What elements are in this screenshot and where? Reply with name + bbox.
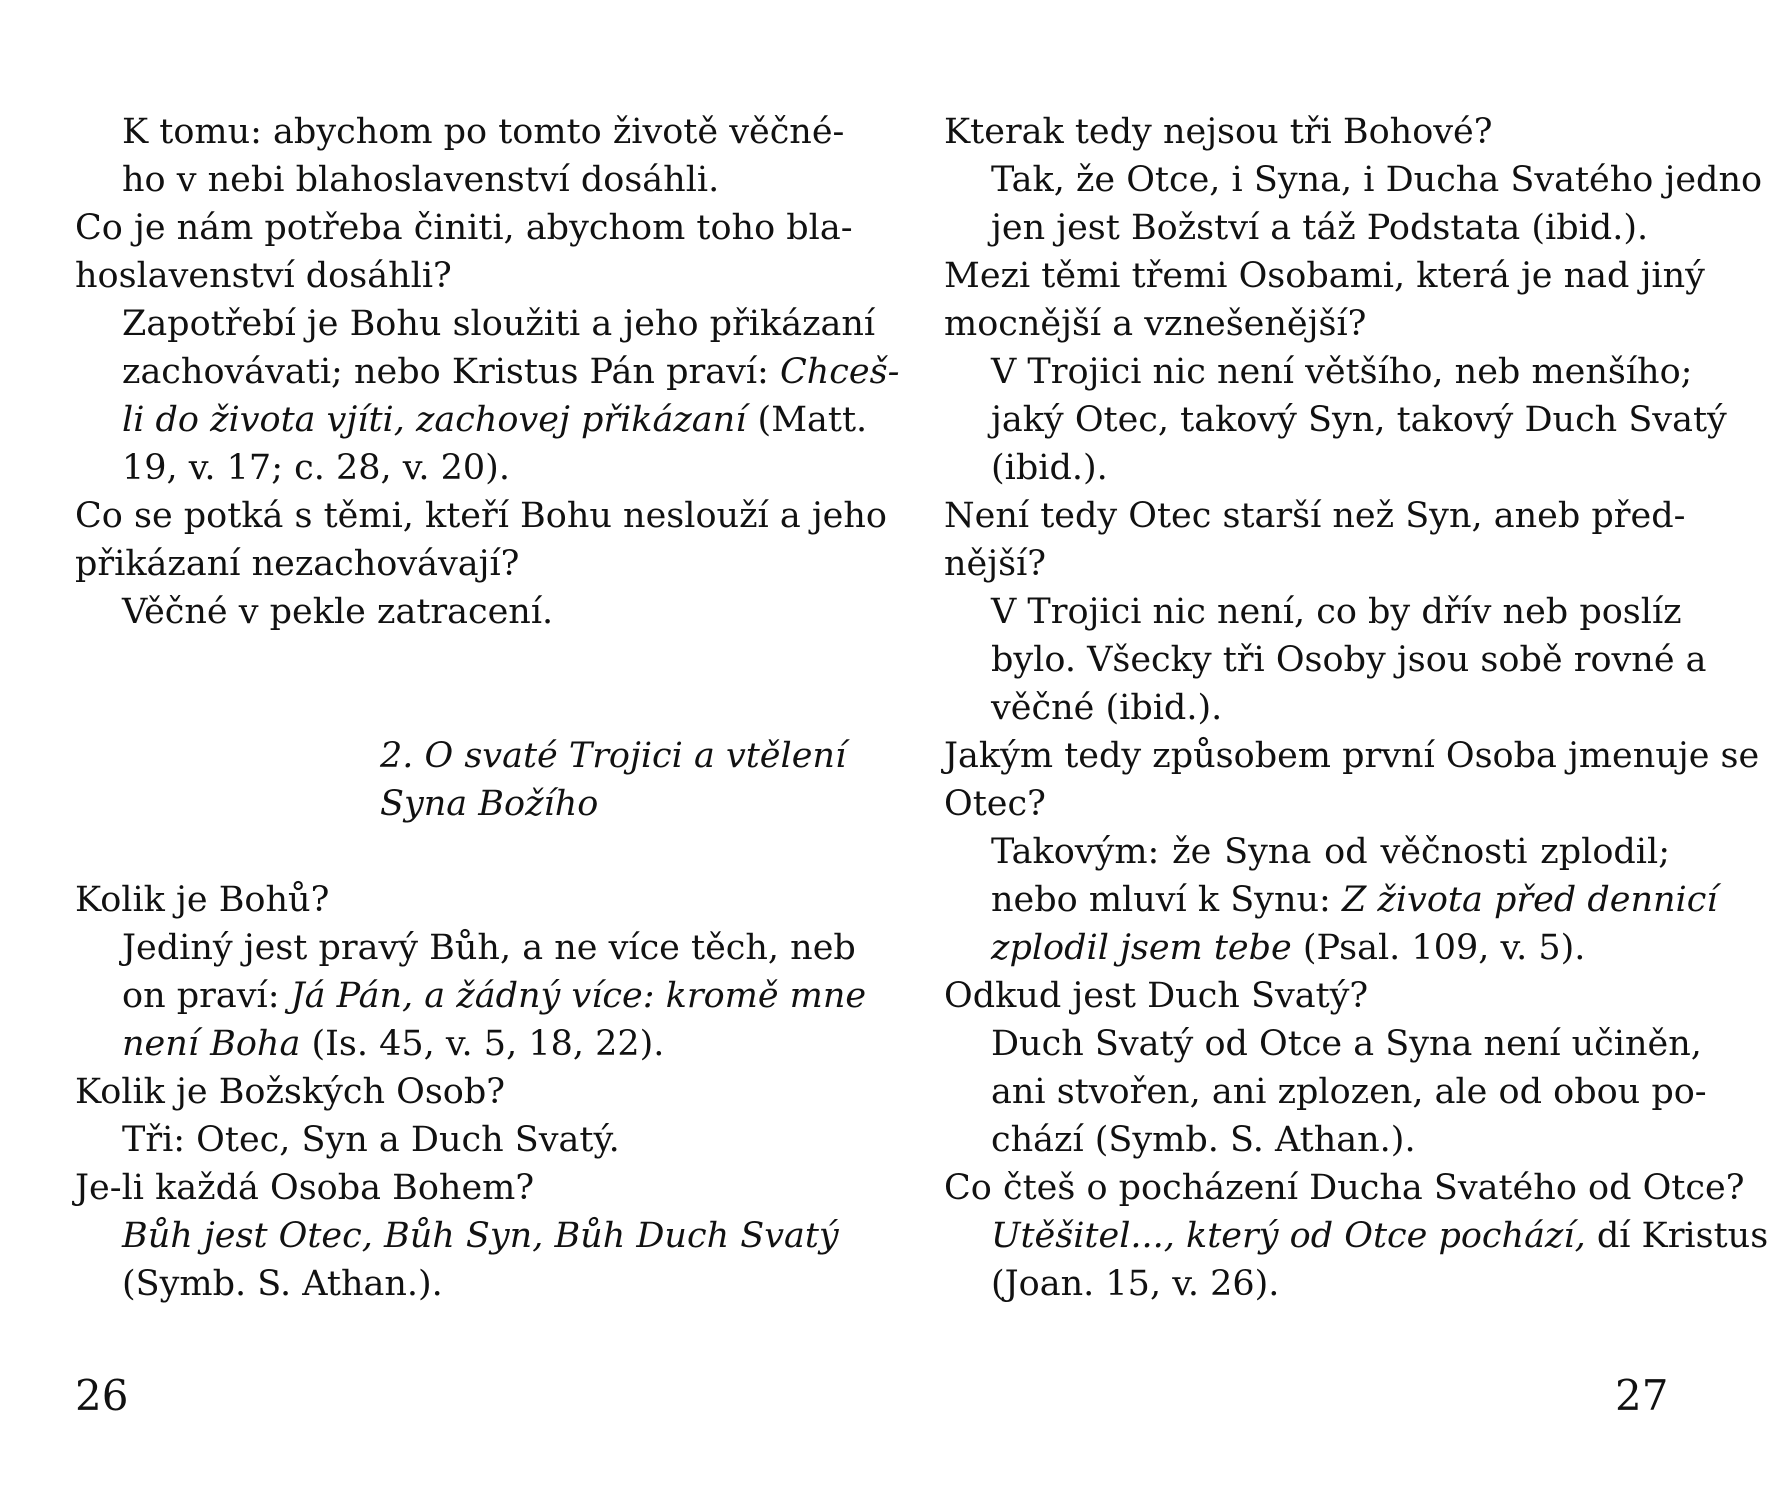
answer-line [75, 156, 801, 204]
text-run: Takovým: že Syna od věčnosti zplodil; [991, 832, 1670, 872]
italic-quote: Bůh jest Otec, Bůh Syn, Bůh Duch Svatý [122, 1216, 839, 1256]
text-run: věčné (ibid.). [991, 688, 1223, 728]
text-run: Odkud jest Duch Svatý? [944, 976, 1369, 1016]
italic-quote: není Boha [122, 1024, 312, 1064]
text-run: (Psal. 109, v. 5). [1302, 928, 1586, 968]
blank-line [75, 828, 801, 876]
text-run: Co je nám potřeba činiti, abychom toho bla- [75, 208, 853, 248]
question-line [75, 876, 801, 924]
answer-line [944, 1020, 1702, 1068]
text-run: bylo. Všecky tři Osoby jsou sobě rovné a [991, 640, 1707, 680]
answer-line [944, 1068, 1707, 1116]
text-run: jaký Otec, takový Syn, takový Duch Svatý [991, 400, 1727, 440]
left-page [75, 108, 900, 1308]
right-page [944, 108, 1768, 1308]
answer-line [75, 300, 876, 348]
blank-line [75, 684, 801, 732]
text-run: Otec? [944, 784, 1046, 824]
answer-line [944, 156, 1763, 204]
answer-line [944, 1116, 1670, 1164]
answer-line [944, 1212, 1768, 1260]
text-run: ani stvořen, ani zplozen, ale od obou po- [991, 1072, 1707, 1112]
text-run: Tři: Otec, Syn a Duch Svatý. [122, 1120, 620, 1160]
text-run: (Symb. S. Athan.). [122, 1264, 443, 1304]
answer-line [944, 828, 1670, 876]
question-line [75, 492, 888, 540]
answer-line [75, 924, 856, 972]
section-heading-line [75, 780, 801, 828]
text-run: Je-li každá Osoba Bohem? [75, 1168, 535, 1208]
answer-line [944, 636, 1707, 684]
section-heading-line [75, 732, 847, 780]
text-run: (ibid.). [991, 448, 1108, 488]
italic-quote: Chceš- [779, 352, 900, 392]
text-run: chází (Symb. S. Athan.). [991, 1120, 1416, 1160]
question-line [75, 252, 801, 300]
answer-line [944, 876, 1718, 924]
question-line [944, 972, 1670, 1020]
question-line [944, 780, 1670, 828]
text-run: Není tedy Otec starší než Syn, aneb před- [944, 496, 1686, 536]
text-run: Kolik je Bohů? [75, 880, 330, 920]
question-line [944, 492, 1686, 540]
text-run: on praví: [122, 976, 291, 1016]
text-run: Kolik je Božských Osob? [75, 1072, 506, 1112]
answer-line [75, 1212, 839, 1260]
answer-line [944, 396, 1727, 444]
text-run: V Trojici nic není, co by dřív neb poslíz [991, 592, 1682, 632]
answer-line [944, 1260, 1670, 1308]
answer-line [75, 972, 867, 1020]
italic-quote: Z života před dennicí [1341, 880, 1718, 920]
question-line [75, 204, 853, 252]
text-run: V Trojici nic není většího, neb menšího; [991, 352, 1693, 392]
italic-quote: zplodil jsem tebe [991, 928, 1303, 968]
answer-line [944, 588, 1682, 636]
answer-line [75, 1116, 801, 1164]
question-line [75, 1068, 801, 1116]
page-number-right: 27 [1615, 1371, 1669, 1420]
text-run: 19, v. 17; c. 28, v. 20). [122, 448, 510, 488]
text-run: (Matt. [757, 400, 868, 440]
italic-quote: 2. O svaté Trojici a vtělení [380, 736, 847, 776]
question-line [75, 540, 801, 588]
text-run: nebo mluví k Synu: [991, 880, 1342, 920]
page-number-left: 26 [75, 1371, 129, 1420]
text-run: Jediný jest pravý Bůh, a ne více těch, neb [122, 928, 856, 968]
answer-line [75, 1020, 801, 1068]
text-run: ho v nebi blahoslavenství dosáhli. [122, 160, 720, 200]
text-run: Duch Svatý od Otce a Syna není učiněn, [991, 1024, 1702, 1064]
italic-quote: Já Pán, a žádný více: kromě mne [290, 976, 867, 1016]
text-run: Jakým tedy způsobem první Osoba jmenuje se [944, 736, 1760, 776]
blank-line [75, 636, 801, 684]
text-run: jen jest Božství a táž Podstata (ibid.). [991, 208, 1649, 248]
text-run: (Joan. 15, v. 26). [991, 1264, 1280, 1304]
answer-line [944, 924, 1670, 972]
text-run: Věčné v pekle zatracení. [122, 592, 554, 632]
answer-line [75, 588, 801, 636]
answer-line [75, 348, 900, 396]
text-run: Co čteš o pocházení Ducha Svatého od Otce? [944, 1168, 1745, 1208]
question-line [944, 1164, 1745, 1212]
text-run: přikázaní nezachovávají? [75, 544, 520, 584]
answer-line [944, 204, 1670, 252]
answer-line [944, 684, 1670, 732]
answer-line [75, 444, 801, 492]
italic-quote: li do života vjíti, zachovej přikázaní [122, 400, 758, 440]
text-run: dí Kristus [1585, 1216, 1768, 1256]
text-run: zachovávati; nebo Kristus Pán praví: [122, 352, 780, 392]
question-line [944, 732, 1760, 780]
text-run: Kterak tedy nejsou tři Bohové? [944, 112, 1493, 152]
text-run: Mezi těmi třemi Osobami, která je nad jiný [944, 256, 1705, 296]
question-line [944, 252, 1705, 300]
text-run: hoslavenství dosáhli? [75, 256, 452, 296]
text-run: mocnější a vznešenější? [944, 304, 1367, 344]
question-line [75, 1164, 801, 1212]
question-line [944, 108, 1670, 156]
answer-line [75, 108, 845, 156]
text-run: Zapotřebí je Bohu sloužiti a jeho přikázaní [122, 304, 876, 344]
answer-line [944, 348, 1693, 396]
text-run: Co se potká s těmi, kteří Bohu neslouží a jeho [75, 496, 888, 536]
answer-line [75, 1260, 801, 1308]
answer-line [944, 444, 1670, 492]
italic-quote: Syna Božího [380, 784, 599, 824]
text-run: (Is. 45, v. 5, 18, 22). [311, 1024, 665, 1064]
text-run: Tak, že Otce, i Syna, i Ducha Svatého jedno [991, 160, 1763, 200]
question-line [944, 300, 1670, 348]
text-run: K tomu: abychom po tomto životě věčné- [122, 112, 845, 152]
italic-quote: Utěšitel..., který od Otce pochází, [991, 1216, 1586, 1256]
question-line [944, 540, 1670, 588]
text-run: nější? [944, 544, 1047, 584]
answer-line [75, 396, 868, 444]
